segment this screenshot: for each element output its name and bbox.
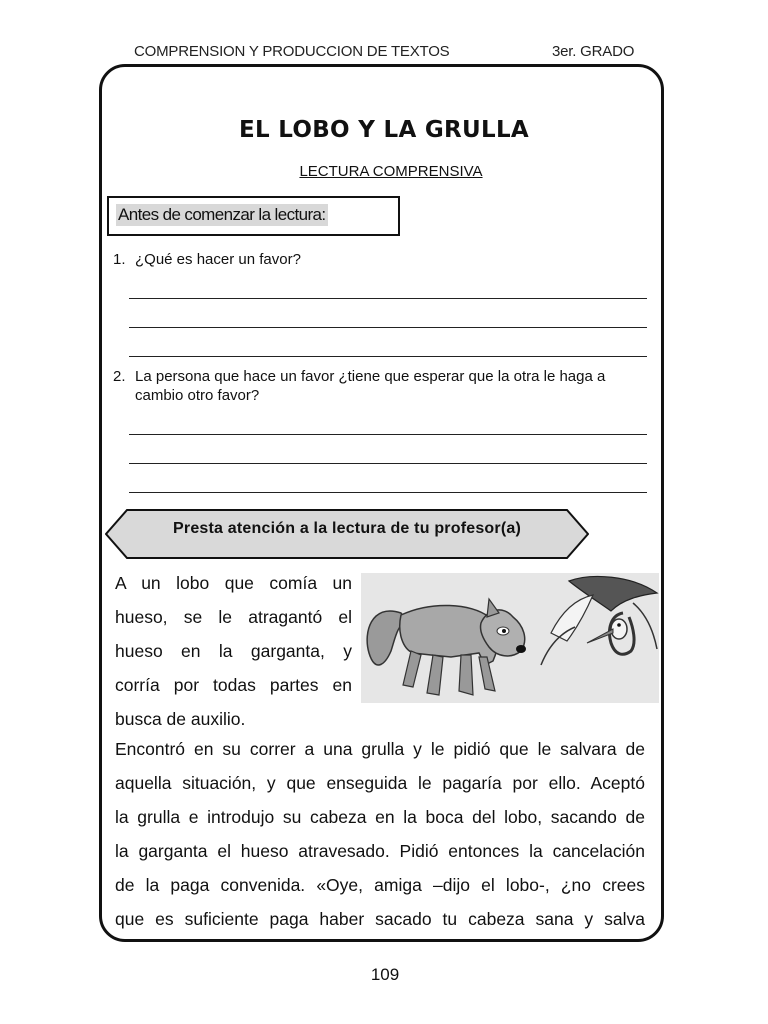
question-2 <box>113 367 633 405</box>
question-1 <box>113 250 301 269</box>
answer-line[interactable] <box>129 327 647 328</box>
story-line: la garganta el hueso atravesado. Pidió entonces la cancelación <box>115 841 645 861</box>
story-line: Encontró en su correr a una grulla y le pidió que le salvara de <box>115 739 645 759</box>
story-line: de la paga convenida. «Oye, amiga –dijo el lobo-, ¿no crees <box>115 875 645 895</box>
story-body <box>115 732 645 936</box>
header-subject: COMPRENSION Y PRODUCCION DE TEXTOS <box>134 43 450 60</box>
answer-line[interactable] <box>129 463 647 464</box>
story-line: hueso, se le atragantó el <box>115 607 352 627</box>
question-text: ¿Qué es hacer un favor? <box>135 251 301 268</box>
page-subtitle: LECTURA COMPRENSIVA <box>299 163 483 180</box>
answer-line[interactable] <box>129 492 647 493</box>
before-reading-box <box>107 196 400 236</box>
page-number: 109 <box>370 965 400 984</box>
question-number: 1. <box>113 251 126 268</box>
story-line: aquella situación, y que enseguida le pagaría por ello. Aceptó <box>115 773 645 793</box>
story-opening <box>115 566 352 736</box>
header-grade: 3er. GRADO <box>552 43 635 60</box>
instruction-banner-text: Presta atención a la lectura de tu profesor(a) <box>173 520 521 537</box>
question-number: 2. <box>113 368 126 385</box>
story-line: corría por todas partes en <box>115 675 352 695</box>
before-reading-label: Antes de comenzar la lectura: <box>118 205 326 224</box>
answer-line[interactable] <box>129 356 647 357</box>
answer-line[interactable] <box>129 298 647 299</box>
wolf-and-crane-illustration <box>361 573 659 703</box>
page-title: EL LOBO Y LA GRULLA <box>238 117 530 143</box>
story-line: la grulla e introdujo su cabeza en la boca del lobo, sacando de <box>115 807 645 827</box>
question-text: La persona que hace un favor ¿tiene que esperar que la otra le haga a cambio otro favor? <box>135 368 606 404</box>
story-line: que es suficiente paga haber sacado tu cabeza sana y salva <box>115 909 645 929</box>
answer-line[interactable] <box>129 434 647 435</box>
story-line: hueso en la garganta, y <box>115 641 352 661</box>
story-line: busca de auxilio. <box>115 709 246 729</box>
story-line: A un lobo que comía un <box>115 573 352 593</box>
